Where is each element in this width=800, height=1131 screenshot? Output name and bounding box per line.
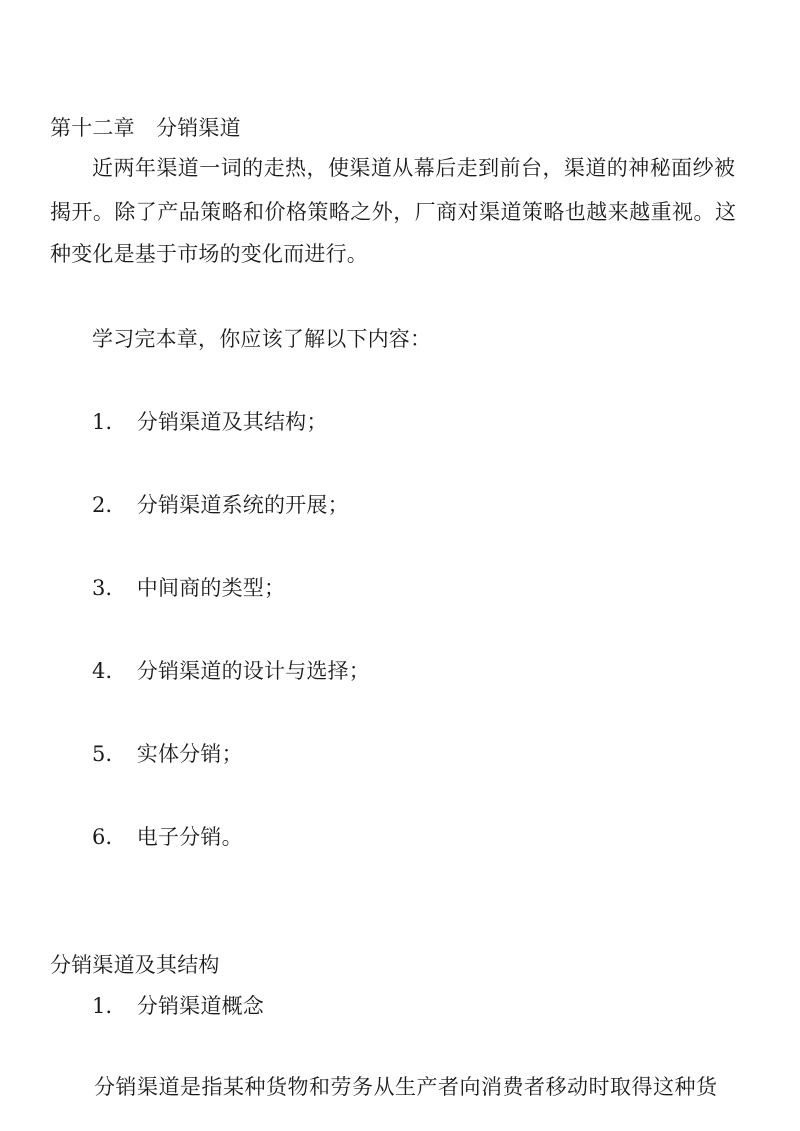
objective-number: 4．	[92, 659, 127, 683]
intro-paragraph-line-1: 近两年渠道一词的走热，使渠道从幕后走到前台，渠道的神秘面纱被	[92, 156, 736, 180]
objective-item	[92, 740, 243, 768]
objective-item	[92, 491, 349, 519]
objective-text: 分销渠道及其结构；	[136, 410, 328, 434]
subsection-title	[92, 992, 264, 1020]
objective-text: 分销渠道系统的开展；	[136, 493, 349, 517]
objective-item	[92, 408, 328, 436]
subsection-text: 分销渠道概念	[136, 994, 264, 1018]
objective-text: 电子分销。	[136, 825, 243, 849]
section-title: 分销渠道及其结构	[50, 953, 220, 977]
subsection-number: 1．	[92, 994, 127, 1018]
body-paragraph-start: 分销渠道是指某种货物和劳务从生产者向消费者移动时取得这种货	[94, 1075, 718, 1099]
objective-item	[92, 823, 243, 851]
objective-text: 分销渠道的设计与选择；	[136, 659, 370, 683]
objective-item	[92, 657, 370, 685]
objective-text: 中间商的类型；	[136, 576, 286, 600]
objective-number: 5．	[92, 742, 127, 766]
objective-item	[92, 574, 285, 602]
objective-number: 3．	[92, 576, 127, 600]
chapter-title: 第十二章 分销渠道	[50, 116, 241, 140]
intro-paragraph-line-2: 揭开。除了产品策略和价格策略之外，厂商对渠道策略也越来越重视。这	[50, 200, 737, 224]
intro-paragraph-line-3: 种变化是基于市场的变化而进行。	[50, 242, 368, 266]
objective-number: 2．	[92, 493, 127, 517]
objective-text: 实体分销；	[136, 742, 243, 766]
objective-number: 1．	[92, 410, 127, 434]
learning-objectives-lead: 学习完本章，你应该了解以下内容：	[92, 327, 432, 351]
objective-number: 6．	[92, 825, 127, 849]
